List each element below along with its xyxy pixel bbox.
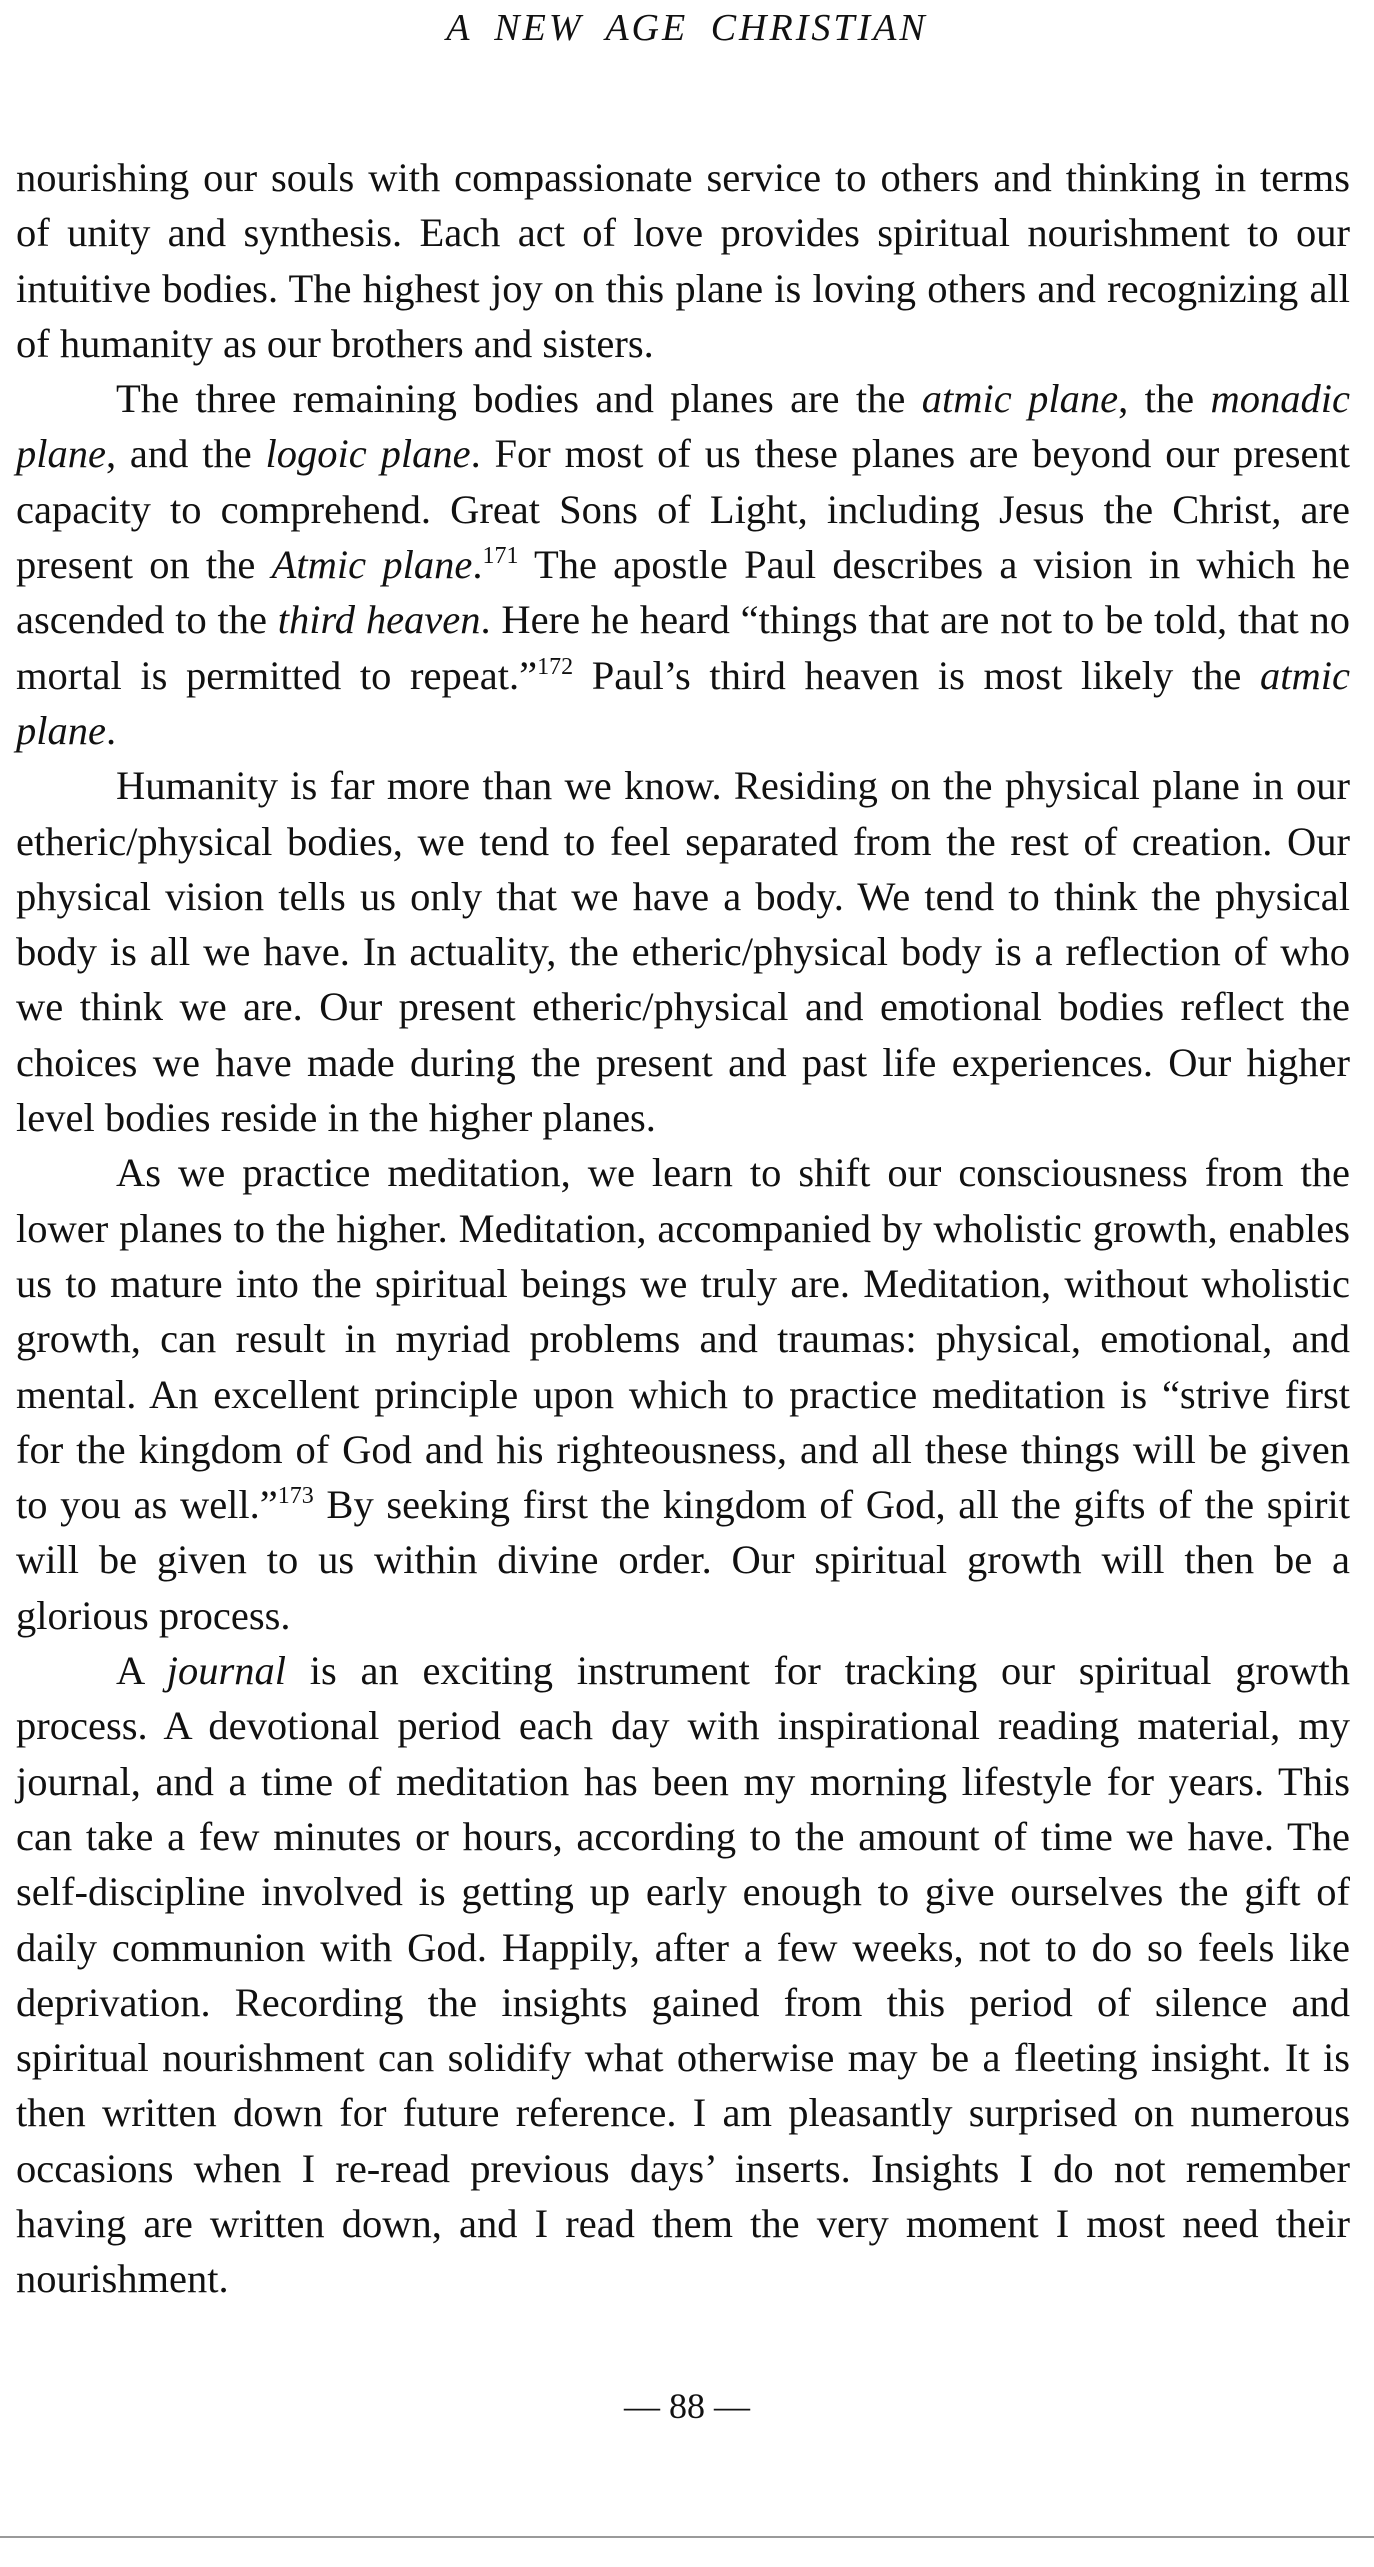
paragraph xyxy=(16,1643,1350,2307)
page-number: — 88 — xyxy=(624,2386,750,2426)
italic-term: third heaven xyxy=(277,597,481,643)
italic-term: atmic plane xyxy=(921,376,1119,422)
text-run: By seeking first the kingdom of God, all the gifts of the spirit will be given to us within divine order. Our spiritual growth will then be a glorious process. xyxy=(16,1482,1350,1638)
paragraph xyxy=(16,1145,1350,1643)
italic-term: monadic plane xyxy=(16,376,1350,477)
running-head: A NEW AGE CHRISTIAN xyxy=(446,7,928,49)
text-run: Paul’s third heaven is most likely the xyxy=(573,652,1261,698)
text-run: A xyxy=(116,1648,167,1694)
bottom-rule xyxy=(0,2536,1374,2538)
text-run: is an exciting instrument for tracking our spiritual growth process. A devotional period each day with inspirational reading material, my journal, and a time of meditation has been my morning lifestyle for years. This can take a few minutes or hours, according to the amount of time we have. The self-discipline involved is getting up early enough to give ourselves the gift of daily communion with God. Happily, after a few weeks, not to do so feels like deprivation. Recording the insights gained from this period of silence and spiritual nourishment can solidify what otherwise may be a fleeting insight. It is then written down for future reference. I am pleasantly surprised on numerous occasions when I re-read previous days’ inserts. Insights I do not remember having are written down, and I read them the very moment I most need their nourishment. xyxy=(16,1648,1350,2302)
text-run: nourishing our souls with compassionate service to others and thinking in terms of unity and synthesis. Each act of love provides spiritual nourishment to our intuitive bodies. The highest joy on this plane is loving others and recognizing all of humanity as our brothers and sisters. xyxy=(16,155,1350,366)
text-run: . xyxy=(105,707,117,753)
text-run: The three remaining bodies and planes are the xyxy=(116,376,922,422)
paragraph xyxy=(16,150,1350,371)
footnote-ref: 172 xyxy=(537,653,574,680)
footnote-ref: 171 xyxy=(482,543,519,570)
text-run: Humanity is far more than we know. Residing on the physical plane in our etheric/physical bodies, we tend to feel separated from the rest of creation. Our physical vision tells us only that we have a body. We tend to think the physical body is all we have. In actuality, the etheric/physical body is a reflection of who we think we are. Our present etheric/physical and emotional bodies reflect the choices we have made during the present and past life experiences. Our higher level bodies reside in the higher planes. xyxy=(16,763,1350,1141)
text-run: , the xyxy=(1118,376,1211,422)
text-run: . xyxy=(472,542,483,588)
body-text xyxy=(16,150,1350,2307)
italic-term: logoic plane xyxy=(265,431,471,477)
text-run: . For most of us these planes are beyond our present capacity to comprehend. Great Sons of Light, including Jesus the Christ, are present on the xyxy=(16,431,1350,588)
footnote-ref: 173 xyxy=(277,1483,314,1510)
text-run: . Here he heard “things that are not to be told, that no mortal is permitted to repeat.” xyxy=(16,597,1350,698)
italic-term: Atmic plane xyxy=(271,542,473,588)
paragraph xyxy=(16,758,1350,1145)
italic-term: atmic plane xyxy=(16,652,1350,753)
italic-term: journal xyxy=(166,1648,287,1694)
text-run: , and the xyxy=(105,431,266,477)
text-run: As we practice meditation, we learn to shift our consciousness from the lower planes to the higher. Meditation, accompanied by wholistic growth, enables us to mature into the spiritual beings we truly are. Meditation, without wholistic growth, can result in myriad problems and traumas: physical, emotional, and mental. An excellent principle upon which to practice meditation is “strive first for the kingdom of God and his righteousness, and all these things will be given to you as well.” xyxy=(16,1150,1350,1528)
paragraph xyxy=(16,371,1350,758)
text-run: The apostle Paul describes a vision in which he ascended to the xyxy=(16,542,1350,643)
